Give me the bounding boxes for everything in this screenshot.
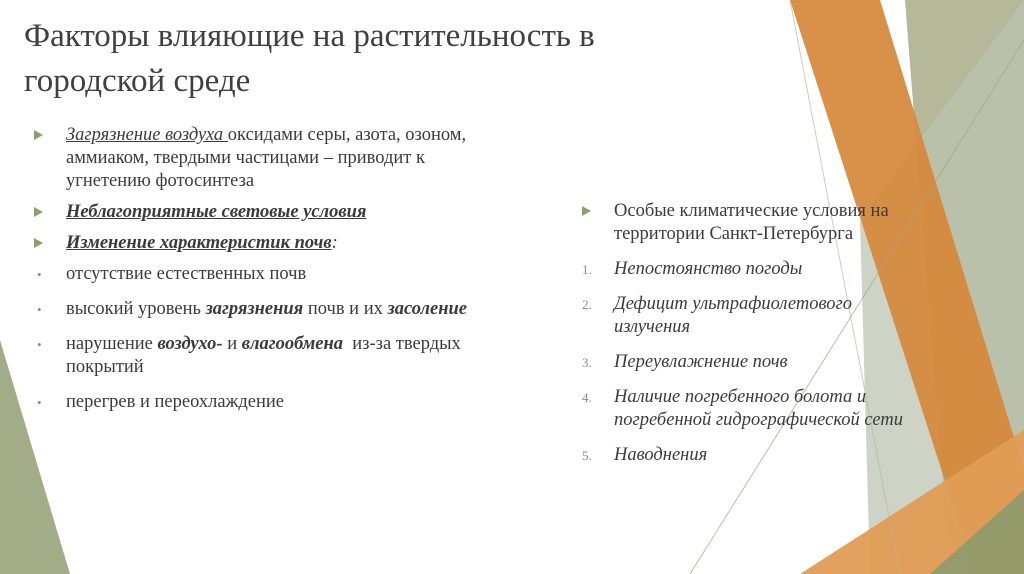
climate-item-text: Переувлажнение почв (614, 352, 788, 372)
triangle-bullet-icon (582, 200, 606, 223)
soil-pollution-text-2: почв и их (303, 299, 388, 319)
number-marker: 3. (582, 355, 592, 370)
climate-item-text: Дефицит ультрафиолетового излучения (614, 294, 852, 337)
left-column (32, 124, 482, 414)
exchange-bold-1: воздухо- (157, 334, 223, 354)
bullet-light-conditions (32, 201, 482, 224)
number-marker: 5. (582, 448, 592, 463)
climate-item-2 (580, 293, 920, 339)
number-marker: 2. (582, 297, 592, 312)
overheating-text: перегрев и переохлаждение (66, 392, 284, 412)
triangle-bullet-icon (34, 232, 58, 255)
climate-item-5 (580, 444, 920, 467)
sub-no-natural-soils (32, 263, 482, 286)
exchange-text-1: нарушение (66, 334, 158, 354)
triangle-bullet-icon (34, 201, 58, 224)
climate-item-text: Наводнения (614, 445, 708, 465)
exchange-text-3: из-за твердых покрытий (66, 334, 466, 377)
dot-bullet-icon: • (37, 267, 42, 282)
no-natural-soils-text: отсутствие естественных почв (66, 264, 307, 284)
slide-title: Факторы влияющие на растительность в городской среде (24, 18, 595, 99)
bullet-air-pollution (32, 124, 482, 193)
climate-item-1 (580, 258, 920, 281)
number-marker: 4. (582, 390, 592, 405)
exchange-text-2: и (222, 334, 242, 354)
light-conditions-text: Неблагоприятные световые условия (66, 202, 367, 222)
exchange-bold-2: влагообмена (241, 334, 344, 354)
soil-changes-colon: : (331, 233, 338, 253)
dot-bullet-icon: • (37, 395, 42, 410)
climate-heading-text: Особые климатические условия на территории Санкт-Петербурга (614, 201, 889, 244)
sub-soil-pollution (32, 298, 482, 321)
sub-air-water-exchange (32, 333, 482, 379)
climate-item-4 (580, 386, 920, 432)
dot-bullet-icon: • (37, 302, 42, 317)
right-column (580, 200, 920, 467)
soil-pollution-bold-2: засоление (387, 299, 467, 319)
soil-changes-text: Изменение характеристик почв (66, 233, 332, 253)
climate-heading (580, 200, 920, 246)
dot-bullet-icon: • (37, 337, 42, 352)
climate-item-3 (580, 351, 920, 374)
climate-item-text: Наличие погребенного болота и погребенной гидрографической сети (614, 387, 903, 430)
air-pollution-text: оксидами серы, азота, озоном, аммиаком, твердыми частицами – приводит к угнетению фотосинтеза (66, 125, 467, 191)
soil-pollution-bold-1: загрязнения (205, 299, 304, 319)
soil-pollution-text-1: высокий уровень (66, 299, 206, 319)
number-marker: 1. (582, 262, 592, 277)
sub-overheating (32, 391, 482, 414)
bullet-soil-changes (32, 232, 482, 255)
triangle-bullet-icon (34, 124, 58, 147)
air-pollution-lead: Загрязнение воздуха (66, 125, 228, 145)
climate-item-text: Непостоянство погоды (614, 259, 803, 279)
